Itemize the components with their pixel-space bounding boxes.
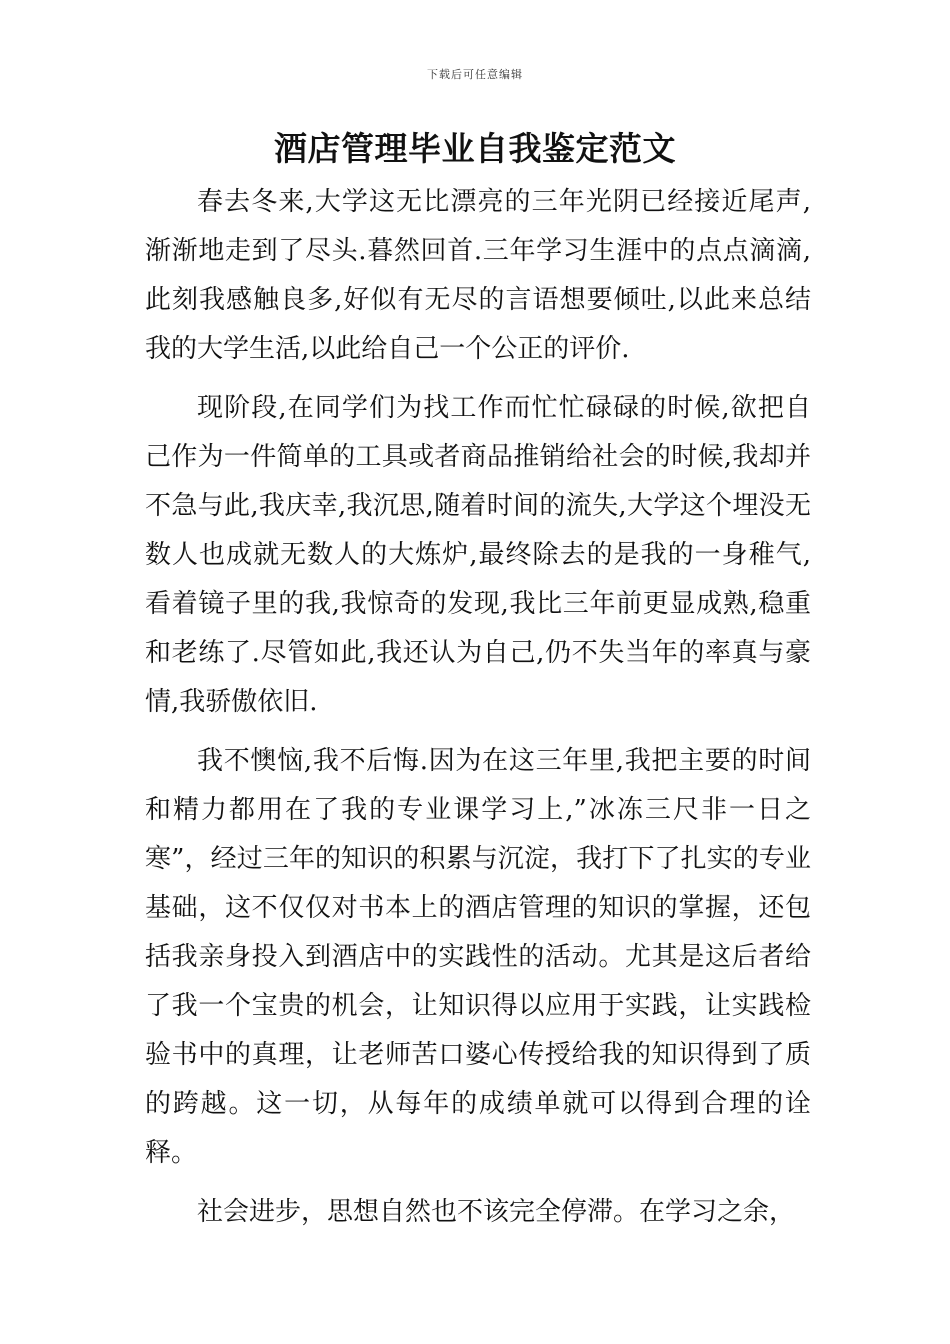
paragraph-2: 现阶段,在同学们为找工作而忙忙碌碌的时候,欲把自己作为一件简单的工具或者商品推销给社会的时候,我却并不急与此,我庆幸,我沉思,随着时间的流失,大学这个埋没无数人也成就无数人的大炼炉,最终除去的是我的一身稚气,看着镜子里的我,我惊奇的发现,我比三年前更显成熟,稳重和老练了.尽管如此,我还认为自己,仍不失当年的率真与豪情,我骄傲依旧. [145,393,811,717]
document-title: 酒店管理毕业自我鉴定范文 [274,129,676,168]
document-body [145,178,811,1247]
paragraph-3: 我不懊恼,我不后悔.因为在这三年里,我把主要的时间和精力都用在了我的专业课学习上,”冰冻三尺非一日之寒”，经过三年的知识的积累与沉淀，我打下了扎实的专业基础，这不仅仅对书本上的酒店管理的知识的掌握，还包括我亲身投入到酒店中的实践性的活动。尤其是这后者给了我一个宝贵的机会，让知识得以应用于实践，让实践检验书中的真理，让老师苦口婆心传授给我的知识得到了质的跨越。这一切，从每年的成绩单就可以得到合理的诠释。 [145,746,811,1168]
paragraph-1: 春去冬来,大学这无比漂亮的三年光阴已经接近尾声,渐渐地走到了尽头.暮然回首.三年学习生涯中的点点滴滴,此刻我感触良多,好似有无尽的言语想要倾吐,以此来总结我的大学生活,以此给自己一个公正的评价. [145,187,811,364]
header-note: 下载后可任意编辑 [427,68,523,81]
paragraph-4: 社会进步，思想自然也不该完全停滞。在学习之余， [197,1197,796,1227]
